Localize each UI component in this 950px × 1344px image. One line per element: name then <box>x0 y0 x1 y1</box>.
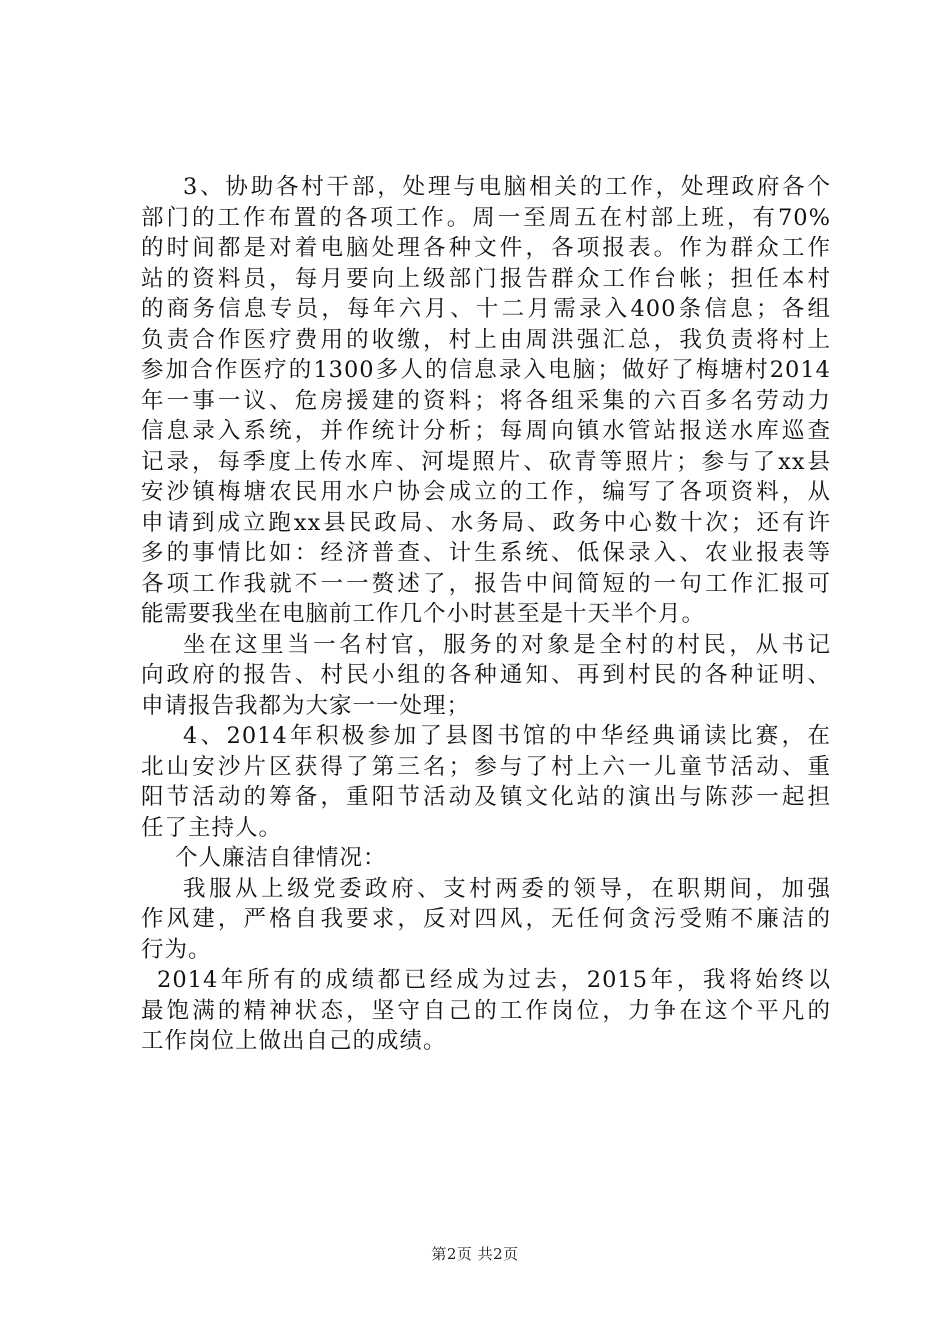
text-line: 4、2014年积极参加了县图书馆的中华经典诵读比赛，在 <box>183 723 831 749</box>
text-line: 各项工作我就不一一赘述了，报告中间简短的一句工作汇报可 <box>141 570 831 597</box>
text-line: 3、协助各村干部，处理与电脑相关的工作，处理政府各个 <box>183 174 831 200</box>
text-line: 工作岗位上做出自己的成绩。 <box>141 1028 447 1054</box>
document-body <box>141 172 831 1057</box>
text-line: 站的资料员，每月要向上级部门报告群众工作台帐；担任本村 <box>141 265 831 292</box>
paragraph-item-3 <box>141 172 831 630</box>
text-line: 能需要我坐在电脑前工作几个小时甚至是十天半个月。 <box>141 601 706 627</box>
text-line: 任了主持人。 <box>141 814 283 841</box>
paragraph-item-4 <box>141 721 831 843</box>
text-line: 北山安沙片区获得了第三名；参与了村上六一儿童节活动、重 <box>141 753 831 780</box>
text-line: 阳节活动的筹备，重阳节活动及镇文化站的演出与陈莎一起担 <box>141 784 831 810</box>
paragraph-integrity <box>141 874 831 966</box>
text-line: 的商务信息专员，每年六月、十二月需录入400条信息；各组 <box>141 296 831 322</box>
text-line: 的时间都是对着电脑处理各种文件，各项报表。作为群众工作 <box>141 235 831 261</box>
text-line: 最饱满的精神状态，坚守自己的工作岗位，力争在这个平凡的 <box>141 997 831 1024</box>
text-line: 向政府的报告、村民小组的各种通知、再到村民的各种证明、 <box>141 662 831 688</box>
paragraph-conclusion <box>141 965 831 1057</box>
text-line: 安沙镇梅塘农民用水户协会成立的工作，编写了各项资料，从 <box>141 479 831 505</box>
text-line: 参加合作医疗的1300多人的信息录入电脑；做好了梅塘村2014 <box>141 357 831 383</box>
section-heading-integrity <box>141 843 831 874</box>
text-line: 行为。 <box>141 936 212 963</box>
text-line: 2014年所有的成绩都已经成为过去，2015年，我将始终以 <box>157 967 831 993</box>
text-line: 申请到成立跑xx县民政局、水务局、政务中心数十次；还有许 <box>141 509 831 536</box>
text-line: 坐在这里当一名村官，服务的对象是全村的村民，从书记 <box>183 631 831 658</box>
text-line: 个人廉洁自律情况： <box>175 845 387 871</box>
text-line: 记录，每季度上传水库、河堤照片、砍青等照片；参与了xx县 <box>141 448 831 475</box>
text-line: 我服从上级党委政府、支村两委的领导，在职期间，加强 <box>183 875 831 902</box>
text-line: 负责合作医疗费用的收缴，村上由周洪强汇总，我负责将村上 <box>141 326 831 353</box>
text-line: 信息录入系统，并作统计分析；每周向镇水管站报送水库巡查 <box>141 418 831 444</box>
page-number-footer: 第2页 共2页 <box>431 1245 519 1263</box>
paragraph-village-official <box>141 630 831 722</box>
text-line: 部门的工作布置的各项工作。周一至周五在村部上班，有70% <box>141 204 831 231</box>
text-line: 年一事一议、危房援建的资料；将各组采集的六百多名劳动力 <box>141 387 831 414</box>
text-line: 作风建，严格自我要求，反对四风，无任何贪污受贿不廉洁的 <box>141 906 831 932</box>
text-line: 申请报告我都为大家一一处理； <box>141 692 471 719</box>
text-line: 多的事情比如：经济普查、计生系统、低保录入、农业报表等 <box>141 540 831 566</box>
